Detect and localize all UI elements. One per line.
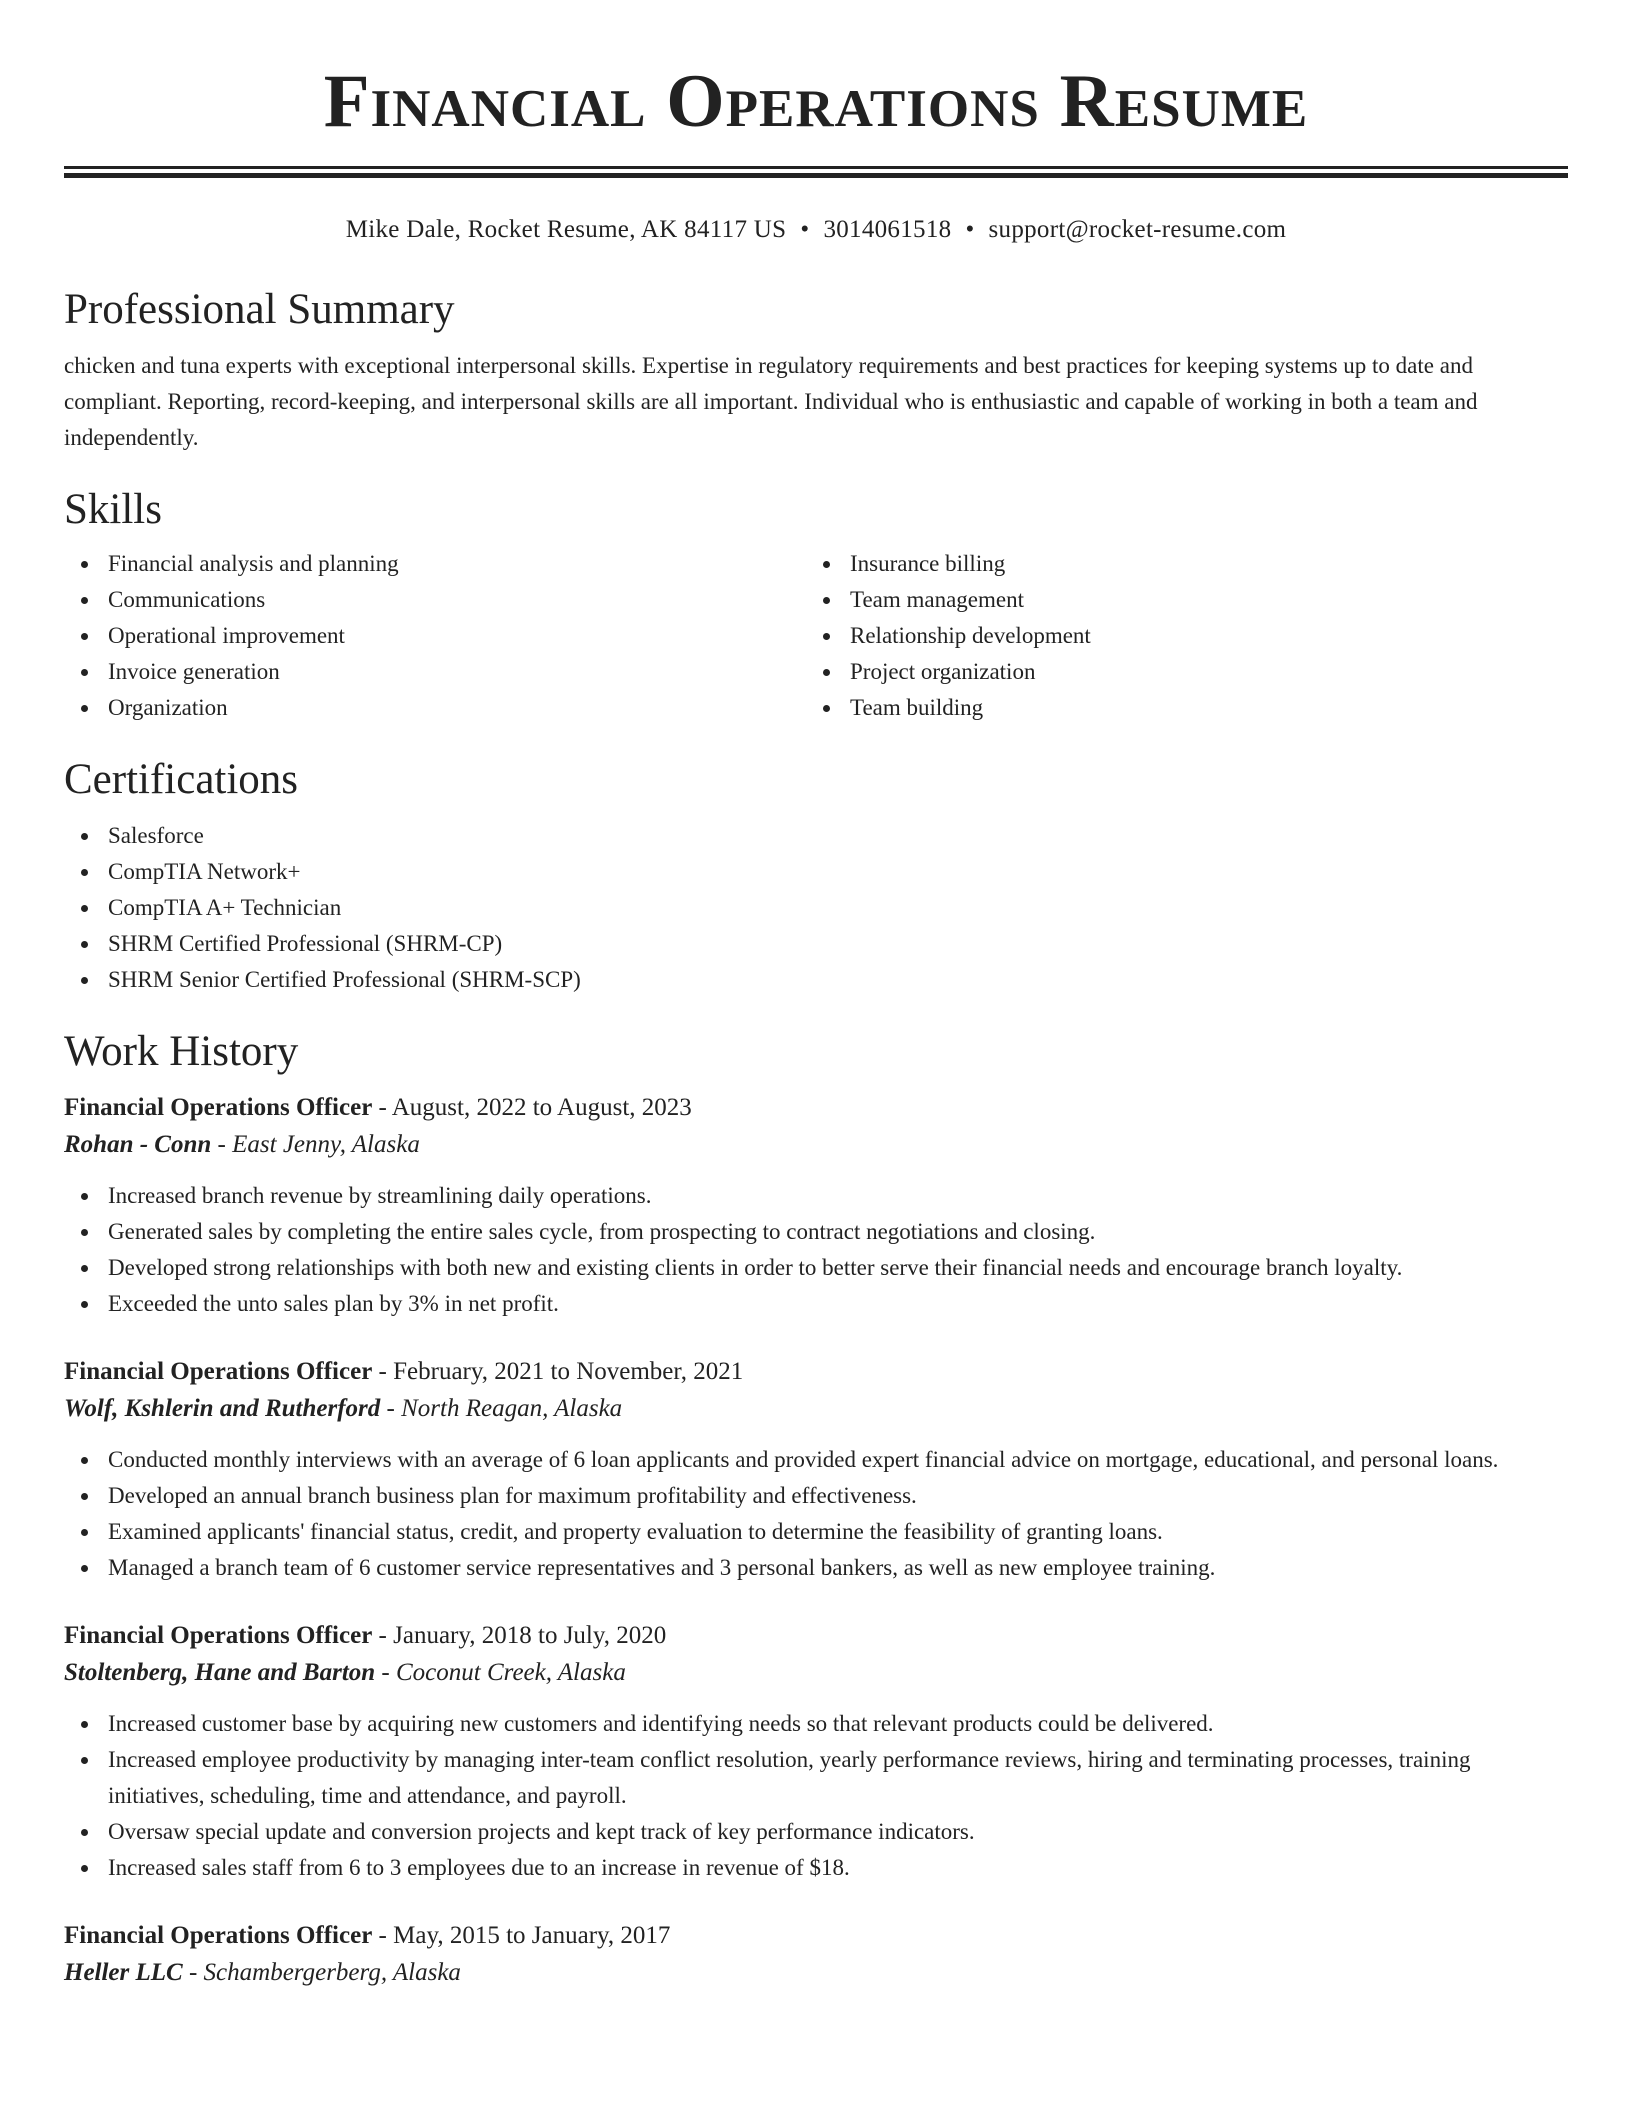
job-entry — [64, 1090, 1568, 1322]
job-bullet: Developed strong relationships with both new and existing clients in order to better serve their financial needs and encourage branch loyalty. — [64, 1250, 1568, 1286]
skill-item: Project organization — [806, 654, 1548, 690]
skill-item: Operational improvement — [64, 618, 806, 654]
job-company: Rohan - Conn — [64, 1131, 212, 1158]
job-entry — [64, 1354, 1568, 1586]
skills-column-right — [806, 546, 1548, 726]
job-location: - Coconut Creek, Alaska — [375, 1659, 626, 1686]
skill-item: Financial analysis and planning — [64, 546, 806, 582]
job-bullet: Examined applicants' financial status, credit, and property evaluation to determine the feasibility of granting loans. — [64, 1514, 1568, 1550]
job-title-line — [64, 1354, 1568, 1390]
job-dates: - August, 2022 to August, 2023 — [372, 1094, 692, 1121]
certifications-section — [64, 754, 1568, 998]
certification-item: SHRM Senior Certified Professional (SHRM-SCP) — [64, 962, 1568, 998]
certification-item: CompTIA A+ Technician — [64, 890, 1568, 926]
job-company-line — [64, 1654, 1568, 1692]
skill-item: Team management — [806, 582, 1548, 618]
job-bullet: Exceeded the unto sales plan by 3% in net profit. — [64, 1286, 1568, 1322]
skill-item: Team building — [806, 690, 1548, 726]
certification-list — [64, 818, 1568, 998]
contact-line — [64, 214, 1568, 246]
skill-item: Organization — [64, 690, 806, 726]
job-dates: - May, 2015 to January, 2017 — [372, 1922, 671, 1949]
skills-grid — [64, 546, 1568, 726]
section-heading-skills: Skills — [64, 486, 162, 533]
section-heading-certifications: Certifications — [64, 756, 299, 803]
skill-item: Invoice generation — [64, 654, 806, 690]
job-bullet-list — [64, 1178, 1568, 1322]
certification-item: SHRM Certified Professional (SHRM-CP) — [64, 926, 1568, 962]
job-bullet: Developed an annual branch business plan for maximum profitability and effectiveness. — [64, 1478, 1568, 1514]
skills-section — [64, 484, 1568, 726]
title-double-rule — [64, 166, 1568, 178]
job-company-line — [64, 1390, 1568, 1428]
job-title-line — [64, 1090, 1568, 1126]
job-bullet: Increased employee productivity by managing inter-team conflict resolution, yearly performance reviews, hiring and terminating processes, training initiatives, scheduling, time and attendance, and payroll. — [64, 1742, 1568, 1814]
skill-item: Communications — [64, 582, 806, 618]
job-title: Financial Operations Officer — [64, 1358, 373, 1385]
job-title: Financial Operations Officer — [64, 1094, 373, 1121]
job-bullet: Generated sales by completing the entire sales cycle, from prospecting to contract negotiations and closing. — [64, 1214, 1568, 1250]
contact-address: Mike Dale, Rocket Resume, AK 84117 US — [345, 216, 787, 243]
job-bullet: Conducted monthly interviews with an average of 6 loan applicants and provided expert financial advice on mortgage, educational, and personal loans. — [64, 1442, 1568, 1478]
job-title-line — [64, 1618, 1568, 1654]
section-heading-summary: Professional Summary — [64, 286, 455, 333]
job-title: Financial Operations Officer — [64, 1922, 373, 1949]
job-location: - Schambergerberg, Alaska — [182, 1959, 461, 1986]
contact-phone: 3014061518 — [823, 216, 952, 243]
work-history-section — [64, 1026, 1568, 1992]
job-entry — [64, 1918, 1568, 1992]
job-bullet-list — [64, 1706, 1568, 1886]
job-company: Wolf, Kshlerin and Rutherford — [64, 1395, 381, 1422]
summary-text: chicken and tuna experts with exceptional interpersonal skills. Expertise in regulatory requirements and best practices for keeping systems up to date and compliant. Reporting, record-keeping, and interpersonal skills are all important. Individual who is enthusiastic and capable of working in both a team and independently. — [64, 353, 1478, 450]
job-title-line — [64, 1918, 1568, 1954]
contact-email: support@rocket-resume.com — [988, 216, 1287, 243]
resume-title: Financial Operations Resume — [323, 60, 1309, 143]
job-company: Heller LLC — [64, 1959, 183, 1986]
job-location: - East Jenny, Alaska — [211, 1131, 420, 1158]
skill-item: Insurance billing — [806, 546, 1548, 582]
job-title: Financial Operations Officer — [64, 1622, 373, 1649]
job-entry — [64, 1618, 1568, 1886]
job-bullet: Oversaw special update and conversion projects and kept track of key performance indicators. — [64, 1814, 1568, 1850]
contact-separator: • — [965, 216, 975, 243]
job-bullet-list — [64, 1442, 1568, 1586]
contact-separator: • — [800, 216, 810, 243]
certification-item: Salesforce — [64, 818, 1568, 854]
skills-column-left — [64, 546, 806, 726]
job-company-line — [64, 1126, 1568, 1164]
job-dates: - January, 2018 to July, 2020 — [372, 1622, 667, 1649]
job-bullet: Managed a branch team of 6 customer service representatives and 3 personal bankers, as well as new employee training. — [64, 1550, 1568, 1586]
section-heading-work-history: Work History — [64, 1028, 299, 1075]
job-location: - North Reagan, Alaska — [380, 1395, 623, 1422]
professional-summary-section — [64, 284, 1568, 456]
job-bullet: Increased sales staff from 6 to 3 employees due to an increase in revenue of $18. — [64, 1850, 1568, 1886]
job-dates: - February, 2021 to November, 2021 — [372, 1358, 744, 1385]
job-company: Stoltenberg, Hane and Barton — [64, 1659, 376, 1686]
job-bullet: Increased branch revenue by streamlining daily operations. — [64, 1178, 1568, 1214]
job-company-line — [64, 1954, 1568, 1992]
certification-item: CompTIA Network+ — [64, 854, 1568, 890]
job-bullet: Increased customer base by acquiring new customers and identifying needs so that relevant products could be delivered. — [64, 1706, 1568, 1742]
skill-item: Relationship development — [806, 618, 1548, 654]
